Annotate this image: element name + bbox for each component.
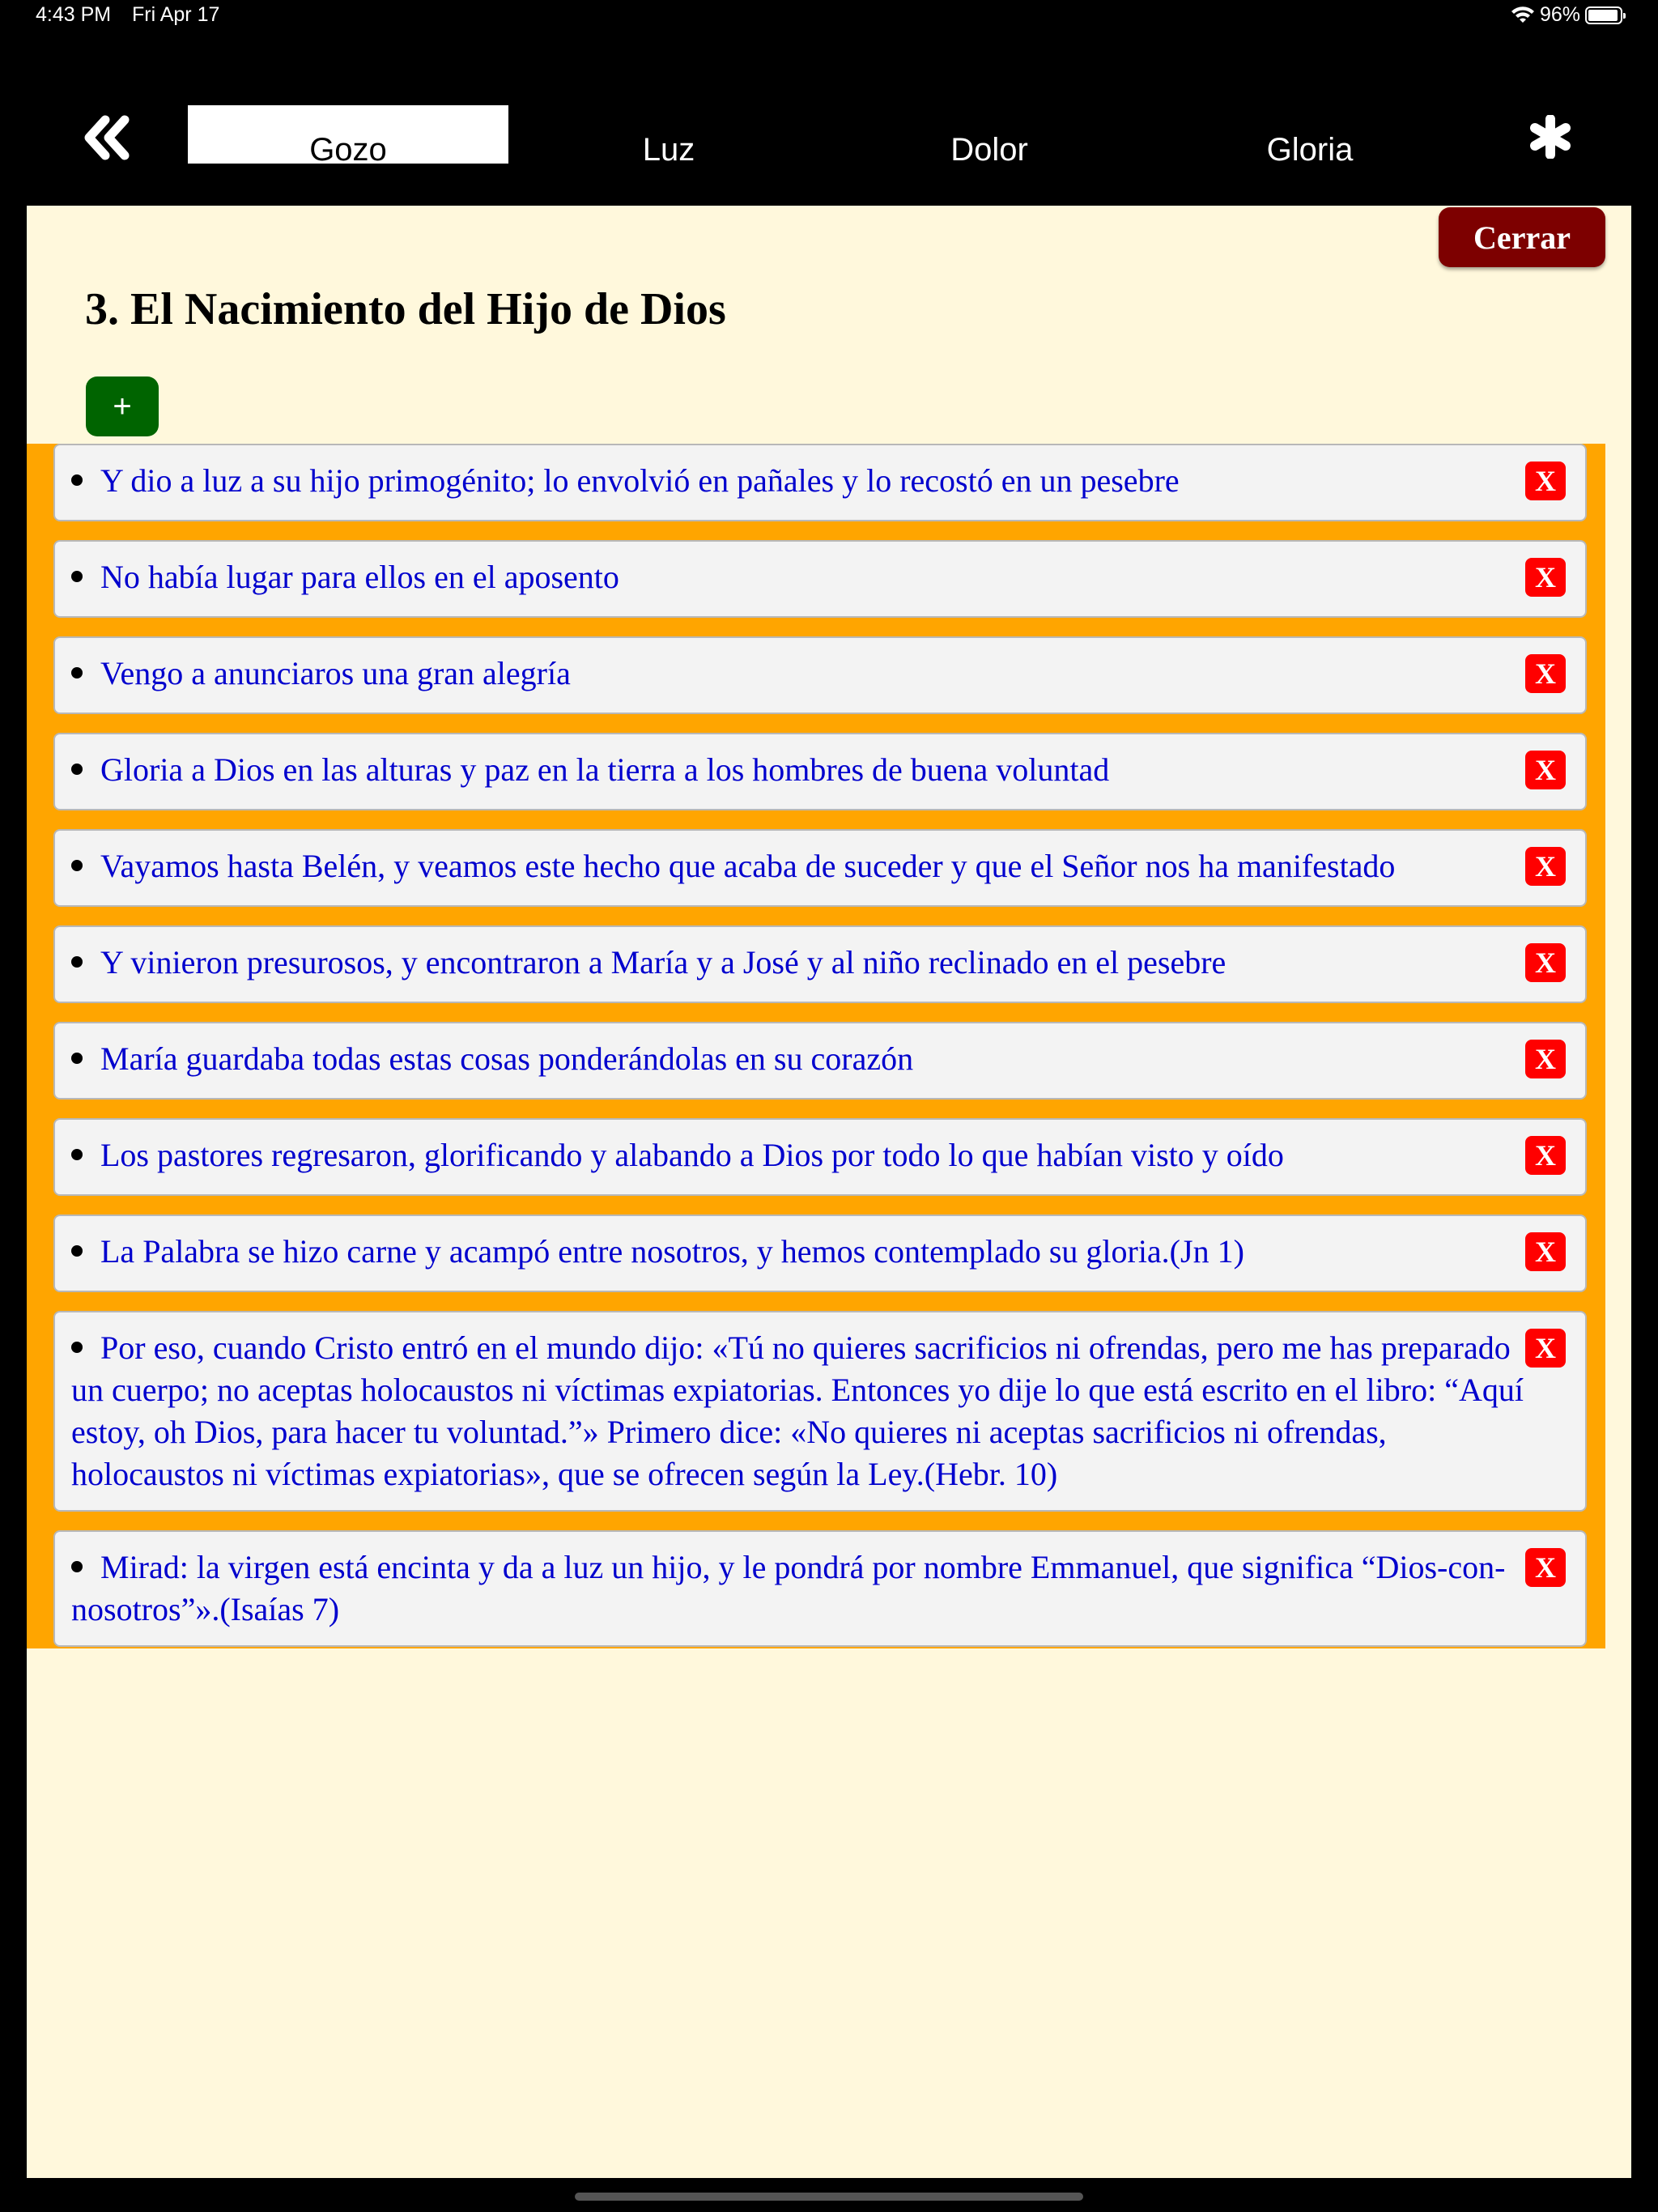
battery-level: [1588, 10, 1618, 21]
bullet: [71, 860, 83, 871]
close-button[interactable]: Cerrar: [1439, 207, 1605, 267]
page-title: 3. El Nacimiento del Hijo de Dios: [85, 284, 726, 334]
home-indicator[interactable]: [575, 2193, 1083, 2201]
list-item: [53, 925, 1587, 1003]
bullet: [71, 571, 83, 582]
settings-button[interactable]: [1522, 108, 1579, 165]
tab-dolor[interactable]: [829, 105, 1150, 168]
double-chevron-left-icon: [81, 115, 133, 160]
item-text: María guardaba todas estas cosas ponderándolas en su corazón: [100, 1040, 914, 1077]
back-button[interactable]: [78, 108, 136, 167]
wifi-icon: [1511, 6, 1535, 24]
bullet: [71, 1053, 83, 1064]
list-item: [53, 1118, 1587, 1196]
battery-icon: [1585, 6, 1622, 24]
delete-button[interactable]: X: [1525, 943, 1566, 982]
tab-label: Gozo: [309, 132, 387, 168]
list-item: [53, 829, 1587, 907]
bullet: [71, 764, 83, 775]
status-time: 4:43 PM: [36, 3, 112, 26]
delete-button[interactable]: X: [1525, 1040, 1566, 1078]
bullet: [71, 1149, 83, 1160]
list-item: [53, 444, 1587, 521]
delete-button[interactable]: X: [1525, 654, 1566, 693]
battery-percent: 96%: [1539, 3, 1580, 26]
delete-button[interactable]: X: [1525, 1548, 1566, 1587]
list-item: [53, 1311, 1587, 1512]
list-item: [53, 733, 1587, 810]
bullet: [71, 474, 83, 486]
list-item: [53, 1530, 1587, 1647]
tab-gozo[interactable]: [188, 105, 508, 168]
bullet: [71, 1245, 83, 1257]
item-text: Gloria a Dios en las alturas y paz en la tierra a los hombres de buena voluntad: [100, 751, 1110, 788]
bullet: [71, 1342, 83, 1353]
bullet: [71, 1561, 83, 1572]
item-text: Los pastores regresaron, glorificando y alabando a Dios por todo lo que habían visto y oído: [100, 1137, 1284, 1173]
meditation-list: [27, 444, 1605, 1648]
add-item-button[interactable]: +: [86, 376, 159, 436]
item-text: Vayamos hasta Belén, y veamos este hecho que acaba de suceder y que el Señor nos ha manifestado: [100, 848, 1396, 884]
delete-button[interactable]: X: [1525, 558, 1566, 597]
tab-label: Luz: [642, 132, 695, 168]
tab-label: Gloria: [1266, 132, 1354, 168]
status-indicators: [1511, 3, 1622, 27]
item-text: Vengo a anunciaros una gran alegría: [100, 655, 571, 691]
status-date: Fri Apr 17: [132, 3, 220, 26]
item-text: Mirad: la virgen está encinta y da a luz un hijo, y le pondrá por nombre Emmanuel, que significa “Dios-con-nosotros”».(Isaías 7): [71, 1549, 1506, 1627]
item-text: Por eso, cuando Cristo entró en el mundo dijo: «Tú no quieres sacrificios ni ofrendas, pero me has preparado un cuerpo; no aceptas holocaustos ni víctimas expiatorias. Entonces yo dije lo que está escrito en el libro: “Aquí estoy, oh Dios, para hacer tu voluntad.”» Primero dice: «No quieres ni aceptas sacrificios ni ofrendas, holocaustos ni víctimas expiatorias», que se ofrecen según la Ley.(Hebr. 10): [71, 1329, 1524, 1492]
item-text: No había lugar para ellos en el aposento: [100, 559, 619, 595]
bullet: [71, 667, 83, 678]
item-text: La Palabra se hizo carne y acampó entre nosotros, y hemos contemplado su gloria.(Jn 1): [100, 1233, 1244, 1270]
delete-button[interactable]: X: [1525, 1136, 1566, 1175]
item-text: Y dio a luz a su hijo primogénito; lo envolvió en pañales y lo recostó en un pesebre: [100, 462, 1180, 499]
list-item: [53, 540, 1587, 618]
mystery-nav: [0, 97, 1658, 178]
list-item: [53, 1214, 1587, 1292]
bullet: [71, 956, 83, 968]
list-item: [53, 1022, 1587, 1100]
delete-button[interactable]: X: [1525, 1329, 1566, 1368]
delete-button[interactable]: X: [1525, 751, 1566, 789]
delete-button[interactable]: X: [1525, 847, 1566, 886]
tab-label: Dolor: [950, 132, 1028, 168]
tab-luz[interactable]: [508, 105, 829, 168]
tab-gloria[interactable]: [1150, 105, 1470, 168]
asterisk-icon: [1528, 115, 1572, 159]
delete-button[interactable]: X: [1525, 1232, 1566, 1271]
item-text: Y vinieron presurosos, y encontraron a María y a José y al niño reclinado en el pesebre: [100, 944, 1226, 981]
list-item: [53, 636, 1587, 714]
delete-button[interactable]: X: [1525, 462, 1566, 500]
status-bar: [0, 0, 1658, 32]
mystery-panel: [27, 206, 1631, 2178]
